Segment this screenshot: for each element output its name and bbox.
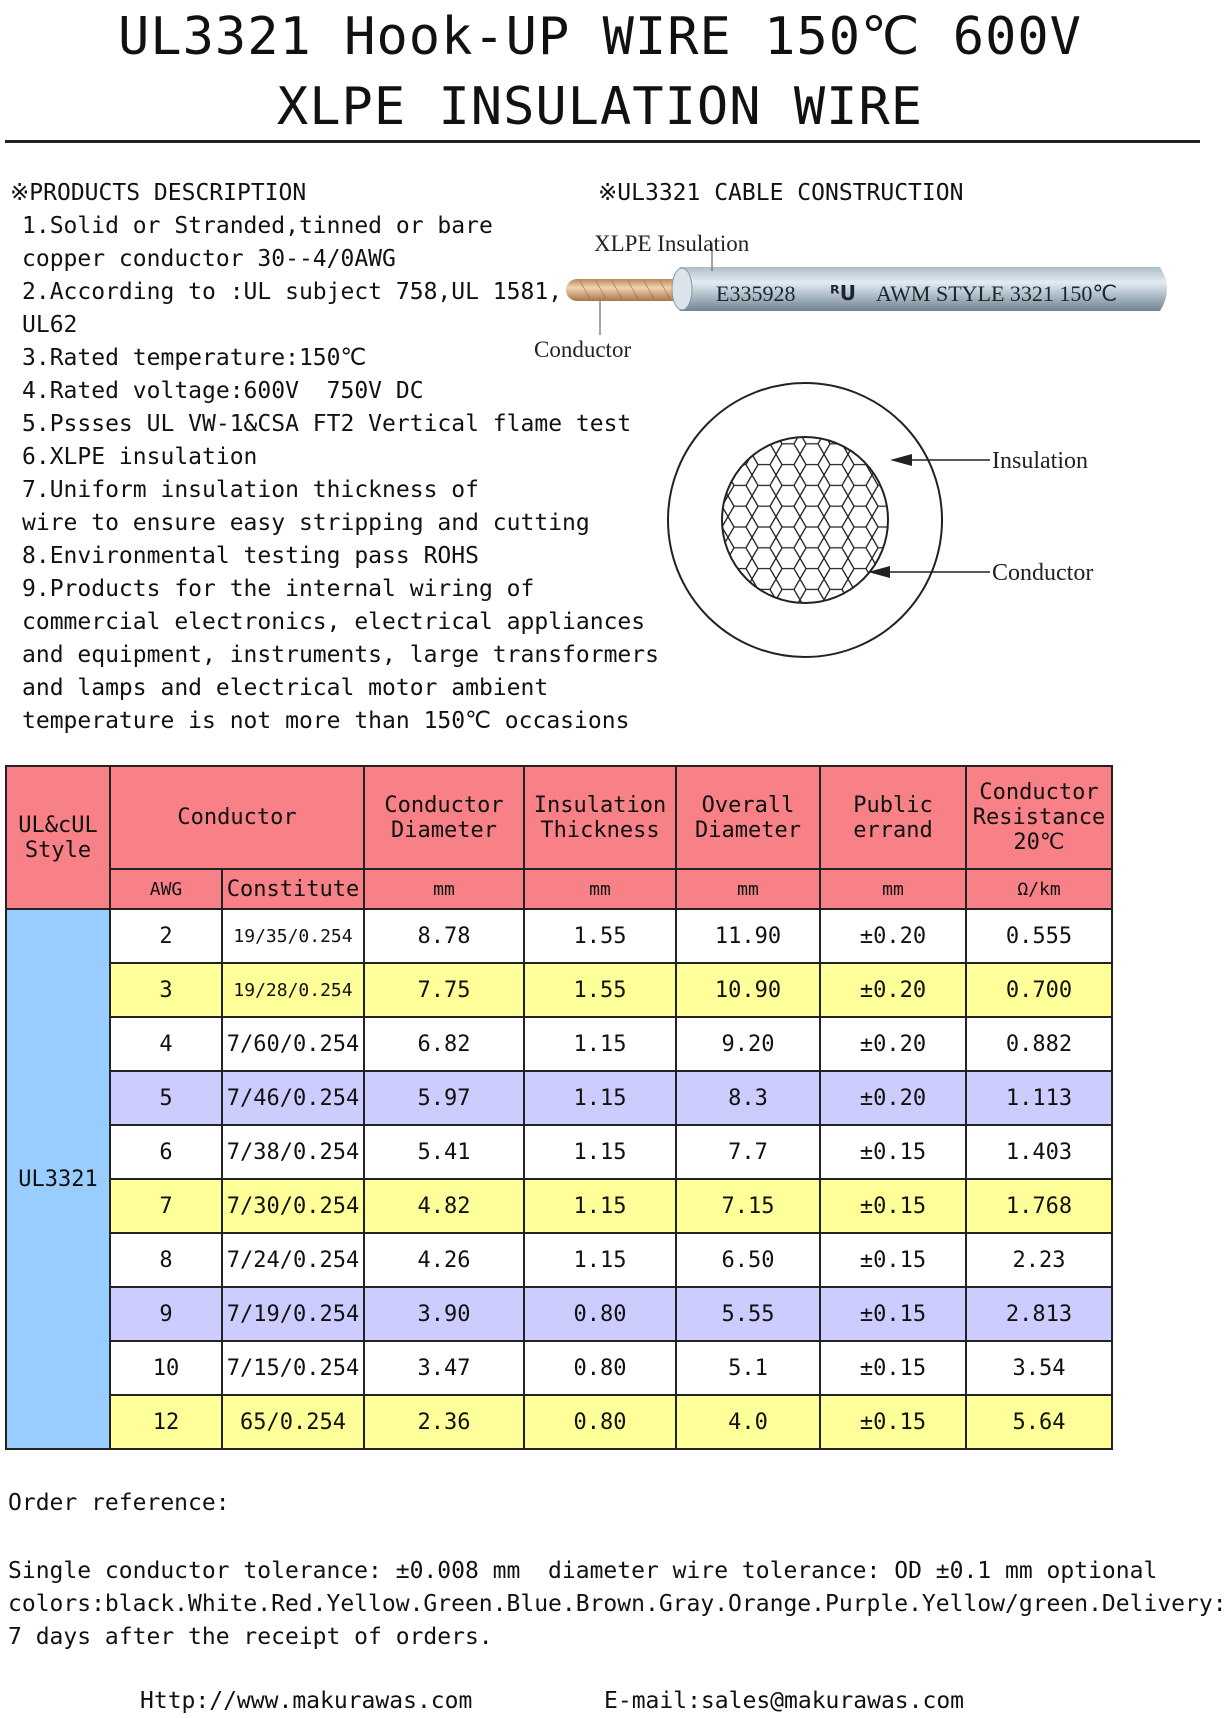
cell-insulation-thickness: 0.80: [524, 1287, 676, 1341]
cell-awg: 2: [110, 909, 222, 963]
cross-section: [668, 383, 942, 657]
footer-email: E-mail:sales@makurawas.com: [604, 1688, 965, 1714]
cell-insulation-thickness: 1.15: [524, 1017, 676, 1071]
cell-public-errand: ±0.15: [820, 1179, 966, 1233]
ul-logo: ᴿU: [830, 281, 856, 305]
order-reference: Order reference:: [8, 1490, 230, 1516]
cell-overall-diameter: 8.3: [676, 1071, 820, 1125]
cell-conductor-diameter: 7.75: [364, 963, 524, 1017]
tolerance-note: [8, 1555, 1227, 1654]
style-cell: UL3321: [6, 909, 110, 1449]
cell-conductor-diameter: 5.41: [364, 1125, 524, 1179]
description-line: wire to ensure easy stripping and cutting: [22, 510, 590, 536]
cell-constitute: 19/28/0.254: [222, 963, 364, 1017]
header-style: UL&cUL Style: [6, 766, 110, 909]
cell-resistance: 0.555: [966, 909, 1112, 963]
title-divider: [5, 140, 1200, 143]
cell-public-errand: ±0.15: [820, 1341, 966, 1395]
tolerance-line: Single conductor tolerance: ±0.008 mm diameter wire tolerance: OD ±0.1 mm optional: [8, 1558, 1158, 1584]
description-list: [22, 210, 659, 738]
section-conductor-label: Conductor: [992, 560, 1094, 586]
cell-conductor-diameter: 5.97: [364, 1071, 524, 1125]
wire-print-code: E335928: [716, 281, 796, 306]
cell-conductor-diameter: 3.47: [364, 1341, 524, 1395]
conductor-label: Conductor: [534, 337, 632, 362]
description-line: 8.Environmental testing pass ROHS: [22, 543, 479, 569]
table-row: [6, 1125, 1112, 1179]
cell-constitute: 19/35/0.254: [222, 909, 364, 963]
description-line: 1.Solid or Stranded,tinned or bare: [22, 213, 493, 239]
cell-awg: 12: [110, 1395, 222, 1449]
table-row: [6, 1395, 1112, 1449]
cell-overall-diameter: 6.50: [676, 1233, 820, 1287]
cell-constitute: 7/38/0.254: [222, 1125, 364, 1179]
description-line: 2.According to :UL subject 758,UL 1581,: [22, 279, 563, 305]
cell-conductor-diameter: 2.36: [364, 1395, 524, 1449]
cell-resistance: 1.768: [966, 1179, 1112, 1233]
cell-resistance: 2.23: [966, 1233, 1112, 1287]
cell-insulation-thickness: 1.15: [524, 1233, 676, 1287]
unit-conductor-diameter: mm: [364, 869, 524, 909]
cell-overall-diameter: 5.55: [676, 1287, 820, 1341]
xlpe-insulation-label: XLPE Insulation: [594, 231, 750, 256]
description-line: 3.Rated temperature:150℃: [22, 345, 367, 371]
header-overall-diameter: Overall Diameter: [676, 766, 820, 869]
cell-conductor-diameter: 4.82: [364, 1179, 524, 1233]
description-line: 6.XLPE insulation: [22, 444, 258, 470]
cell-awg: 3: [110, 963, 222, 1017]
cell-overall-diameter: 11.90: [676, 909, 820, 963]
unit-insulation: mm: [524, 869, 676, 909]
description-line: 5.Pssses UL VW-1&CSA FT2 Vertical flame test: [22, 411, 632, 437]
table-row: [6, 1179, 1112, 1233]
cell-public-errand: ±0.20: [820, 1017, 966, 1071]
description-line: and lamps and electrical motor ambient: [22, 675, 549, 701]
cell-overall-diameter: 4.0: [676, 1395, 820, 1449]
description-line: temperature is not more than 150℃ occasions: [22, 708, 630, 734]
title-line-2: XLPE INSULATION WIRE: [276, 77, 924, 137]
cell-insulation-thickness: 1.15: [524, 1071, 676, 1125]
cell-resistance: 3.54: [966, 1341, 1112, 1395]
table-row: [6, 963, 1112, 1017]
footer-website: Http://www.makurawas.com: [140, 1688, 473, 1714]
cell-constitute: 7/15/0.254: [222, 1341, 364, 1395]
cell-public-errand: ±0.20: [820, 909, 966, 963]
tolerance-line: 7 days after the receipt of orders.: [8, 1624, 493, 1650]
table-row: [6, 1017, 1112, 1071]
cell-awg: 10: [110, 1341, 222, 1395]
cable-diagram: [534, 215, 1180, 685]
cell-overall-diameter: 10.90: [676, 963, 820, 1017]
cell-awg: 4: [110, 1017, 222, 1071]
cell-insulation-thickness: 1.15: [524, 1125, 676, 1179]
spec-table: [5, 765, 1113, 1450]
cell-public-errand: ±0.15: [820, 1125, 966, 1179]
cell-public-errand: ±0.15: [820, 1287, 966, 1341]
section-insulation-label: Insulation: [992, 448, 1088, 474]
cell-constitute: 7/24/0.254: [222, 1233, 364, 1287]
cell-conductor-diameter: 3.90: [364, 1287, 524, 1341]
unit-awg: AWG: [110, 869, 222, 909]
cell-insulation-thickness: 1.55: [524, 963, 676, 1017]
cell-conductor-diameter: 6.82: [364, 1017, 524, 1071]
cell-overall-diameter: 7.7: [676, 1125, 820, 1179]
unit-resistance: Ω/km: [966, 869, 1112, 909]
title-line-1: UL3321 Hook-UP WIRE 150℃ 600V: [118, 7, 1082, 67]
cell-conductor-diameter: 8.78: [364, 909, 524, 963]
description-line: commercial electronics, electrical appliances: [22, 609, 646, 635]
cell-constitute: 7/46/0.254: [222, 1071, 364, 1125]
cell-overall-diameter: 7.15: [676, 1179, 820, 1233]
header-conductor: Conductor: [110, 766, 364, 869]
cell-constitute: 7/30/0.254: [222, 1179, 364, 1233]
wire-print-style: AWM STYLE 3321 150℃: [876, 281, 1118, 306]
cell-insulation-thickness: 1.55: [524, 909, 676, 963]
cell-resistance: 0.700: [966, 963, 1112, 1017]
description-line: 9.Products for the internal wiring of: [22, 576, 535, 602]
cell-public-errand: ±0.15: [820, 1395, 966, 1449]
cell-resistance: 0.882: [966, 1017, 1112, 1071]
page-title: [0, 2, 1200, 142]
cell-public-errand: ±0.20: [820, 1071, 966, 1125]
cell-resistance: 1.113: [966, 1071, 1112, 1125]
cell-public-errand: ±0.20: [820, 963, 966, 1017]
description-line: 4.Rated voltage:600V 750V DC: [22, 378, 424, 404]
cell-overall-diameter: 9.20: [676, 1017, 820, 1071]
description-line: UL62: [22, 312, 78, 338]
cell-awg: 7: [110, 1179, 222, 1233]
cell-resistance: 5.64: [966, 1395, 1112, 1449]
header-conductor-resistance: Conductor Resistance 20℃: [966, 766, 1112, 869]
cell-awg: 9: [110, 1287, 222, 1341]
cell-awg: 8: [110, 1233, 222, 1287]
unit-public: mm: [820, 869, 966, 909]
table-row: [6, 1341, 1112, 1395]
header-insulation-thickness: Insulation Thickness: [524, 766, 676, 869]
cell-insulation-thickness: 1.15: [524, 1179, 676, 1233]
header-public-errand: Public errand: [820, 766, 966, 869]
cell-constitute: 7/19/0.254: [222, 1287, 364, 1341]
table-row: [6, 1233, 1112, 1287]
cell-constitute: 7/60/0.254: [222, 1017, 364, 1071]
header-conductor-diameter: Conductor Diameter: [364, 766, 524, 869]
cell-constitute: 65/0.254: [222, 1395, 364, 1449]
tolerance-line: colors:black.White.Red.Yellow.Green.Blue.Brown.Gray.Orange.Purple.Yellow/green.Delivery:: [8, 1591, 1227, 1617]
cell-resistance: 2.813: [966, 1287, 1112, 1341]
table-row: [6, 1287, 1112, 1341]
cell-overall-diameter: 5.1: [676, 1341, 820, 1395]
unit-overall: mm: [676, 869, 820, 909]
construction-heading: ※UL3321 CABLE CONSTRUCTION: [598, 180, 964, 206]
cell-insulation-thickness: 0.80: [524, 1341, 676, 1395]
cell-awg: 6: [110, 1125, 222, 1179]
description-line: 7.Uniform insulation thickness of: [22, 477, 479, 503]
cell-conductor-diameter: 4.26: [364, 1233, 524, 1287]
description-line: and equipment, instruments, large transformers: [22, 642, 659, 668]
unit-constitute: Constitute: [222, 869, 364, 909]
cell-awg: 5: [110, 1071, 222, 1125]
cell-resistance: 1.403: [966, 1125, 1112, 1179]
cell-insulation-thickness: 0.80: [524, 1395, 676, 1449]
description-heading: ※PRODUCTS DESCRIPTION: [10, 180, 307, 206]
table-row: [6, 1071, 1112, 1125]
cell-public-errand: ±0.15: [820, 1233, 966, 1287]
description-line: copper conductor 30--4/0AWG: [22, 246, 396, 272]
table-row: [6, 909, 1112, 963]
